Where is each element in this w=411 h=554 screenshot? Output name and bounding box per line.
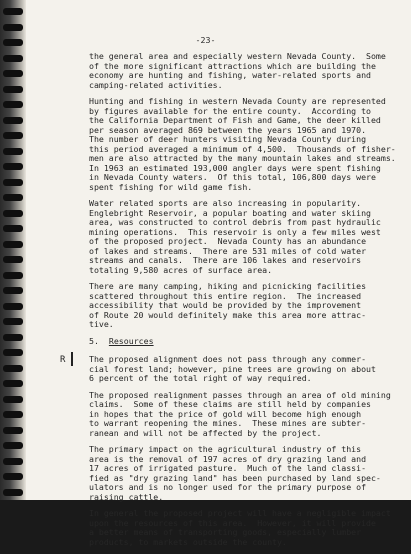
binder-ring [3,442,23,449]
binder-ring [3,427,23,434]
binder-ring [3,241,23,248]
binder-ring [3,396,23,403]
section-heading [89,337,407,347]
binder-ring [3,210,23,217]
binder-ring [3,458,23,465]
section-title: Resources [108,335,154,346]
page-number: -23- [195,35,216,45]
binder-ring [3,473,23,480]
paragraph-agriculture: The primary impact on the agricultural industry of this area is the removal of 197 acres of dry grazing land and 17 acres of irrigated pasture. Much of the land classi- fied as "dry grazing land" has been purchased by land spec- ulators and is no longer used for the primary purpose of raising cattle. [89,444,381,502]
binder-ring [3,86,23,93]
binder-ring [3,272,23,279]
section-number: 5. [89,335,99,346]
revision-mark: R [60,355,66,365]
page-body [89,52,407,554]
binder-ring [3,318,23,325]
binder-ring [3,303,23,310]
binder-edge [0,0,26,500]
paragraph-camping: There are many camping, hiking and picnicking facilities scattered throughout this entire region. The increased accessibility that would be provided by the improvement of Route 20 would definitely make this area more attrac- tive. [89,281,367,329]
binder-ring [3,489,23,496]
binder-ring [3,179,23,186]
binder-ring [3,8,23,15]
binder-ring [3,194,23,201]
binder-ring [3,163,23,170]
binder-ring [3,225,23,232]
binder-ring [3,365,23,372]
binder-ring [3,334,23,341]
binder-ring [3,70,23,77]
paragraph-forest-land: The proposed alignment does not pass through any commer- cial forest land; however, pine trees are growing on about 6 percent of the total right of way required. [89,354,376,383]
binder-ring [3,411,23,418]
binder-ring [3,148,23,155]
binder-ring [3,55,23,62]
binder-ring [3,256,23,263]
binder-ring [3,380,23,387]
paragraph-mining-claims: The proposed realignment passes through an area of old mining claims. Some of these claims are still held by companies in hopes that the price of gold will become high enough to warrant reopening the mines. These mines are subter- ranean and will not be affected by the project. [89,389,391,438]
binder-ring [3,287,23,294]
paragraph-intro: the general area and especially western Nevada County. Some of the more significant attractions which are building the economy are hunting and fishing, water-related sports and camping-related activities. [89,51,386,90]
paragraph-water-sports: Water related sports are also increasing in popularity. Englebright Reservoir, a popular boating and water skiing area, was constructed to control debris from past hydraulic mining operations. This reservoir is only a few miles west of the proposed project. Nevada County has an abundance of lakes and streams. There are 531 miles of cold water streams and canals. There are 106 lakes and reservoirs totaling 9,580 acres of surface area. [89,198,381,275]
binder-ring [3,101,23,108]
revision-bar [71,352,73,366]
binder-ring [3,349,23,356]
paragraph-hunting-fishing: Hunting and fishing in western Nevada County are represented by figures available for the entire county. According to the California Department of Fish and Game, the deer killed per season averaged 869 between the years 1965 and 1970. The number of deer hunters visiting Nevada County during this period averaged a minimum of 4,500. Thousands of fisher- men are also attracted by the many mountain lakes and streams. In 1963 an estimated 193,000 angler days were spent fishing in Nevada County waters. Of this total, 106,800 days were spent fishing for wild game fish. [89,96,396,192]
binder-ring [3,132,23,139]
paragraph-conclusion: In general the proposed project will have a negligible impact upon the resources of this area. However, it will provide a better means of transporting goods, especially lumber products, to markets outside the county. [89,508,391,547]
binder-ring [3,24,23,31]
binder-ring [3,117,23,124]
